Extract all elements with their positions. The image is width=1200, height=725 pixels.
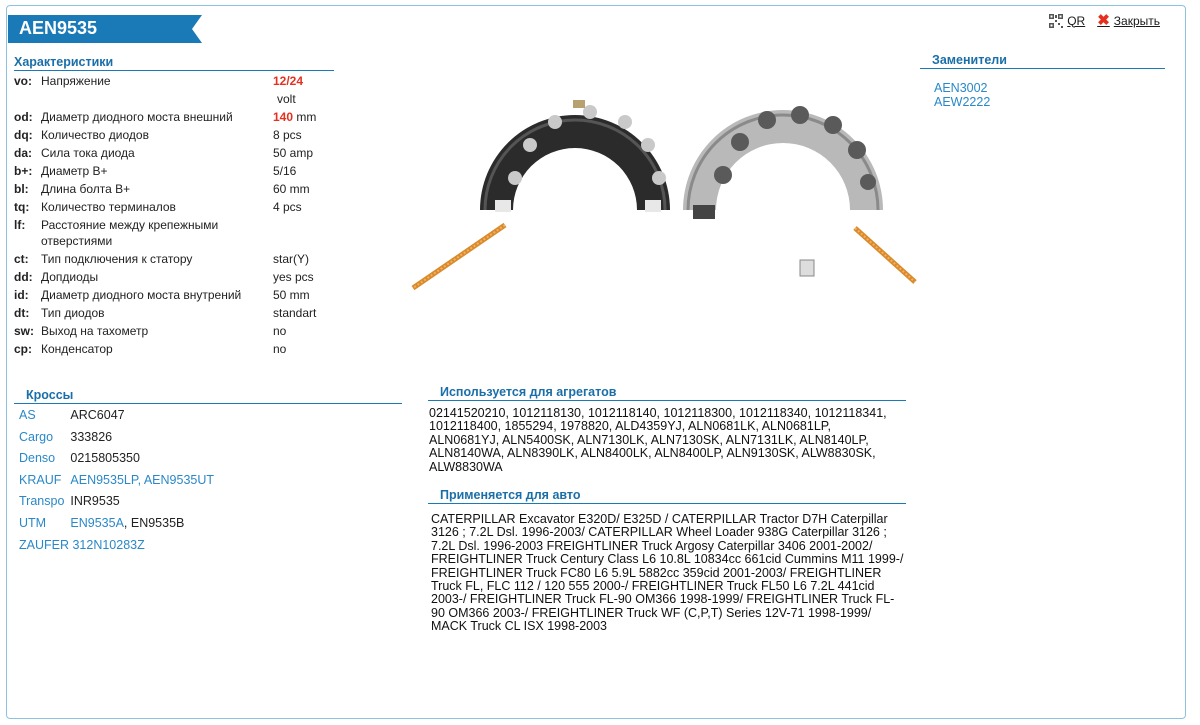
spec-row-bl	[14, 180, 334, 198]
cross-row	[19, 405, 214, 427]
spec-name: Расстояние между крепежными отверстиями	[41, 218, 219, 248]
spec-name: Напряжение	[41, 74, 111, 88]
spec-row-ct	[14, 250, 334, 268]
specs-heading: Характеристики	[14, 55, 334, 71]
spec-row-dt	[14, 304, 334, 322]
qr-link[interactable]	[1049, 13, 1085, 28]
spec-row-lf	[14, 216, 334, 250]
spec-name: Количество диодов	[41, 128, 149, 142]
spec-name: Допдиоды	[41, 270, 99, 284]
spec-value: standart	[273, 306, 317, 320]
spec-value: 8 pcs	[273, 128, 302, 142]
spec-value	[273, 108, 334, 126]
spec-name: Диаметр диодного моста внутрений	[41, 288, 242, 302]
specs-table	[14, 72, 334, 358]
spec-code: od:	[14, 110, 33, 124]
applied-text: CATERPILLAR Excavator E320D/ E325D / CATERPILLAR Tractor D7H Caterpillar 3126 ; 7.2L Dsl. 1996-2003/ CATERPILLAR Wheel Loader 938G Caterpillar 3126 ; 7.2L Dsl. 1996-2003 FREIGHTLINER Truck Argosy Caterpillar 3406 2001-2002/ FREIGHTLINER Truck Century Class L6 10.8L 10834cc 661cid Cummins M11 1999-/ FREIGHTLINER Truck FC80 L6 5.9L 5882cc 359cid 2001-2003/ FREIGHTLINER Truck FL, FLC 112 / 120 555 2000-/ FREIGHTLINER Truck FL50 L6 7.2L 441cid 2003-/ FREIGHTLINER Truck FL-90 OM366 1998-1999/ FREIGHTLINER Truck FL-90 OM366 2003-/ FREIGHTLINER Truck WF (C,P,T) Series 12V-71 1998-1999/ MACK Truck CL ISX 1998-2003	[431, 512, 904, 634]
qr-icon	[1049, 14, 1063, 28]
cross-row	[19, 491, 214, 513]
cross-brand-link[interactable]: ZAUFER 312N10283Z	[19, 537, 145, 552]
spec-value: 50 mm	[273, 288, 310, 302]
cross-brand-link[interactable]: UTM	[19, 515, 47, 530]
qr-label: QR	[1067, 13, 1086, 28]
top-actions	[1049, 13, 1160, 28]
spec-row-sw	[14, 322, 334, 340]
spec-value	[273, 216, 334, 250]
product-title: AEN9535	[19, 18, 98, 38]
spec-code: vo:	[14, 74, 32, 88]
rectifier-image-right	[683, 106, 915, 282]
spec-name: Конденсатор	[41, 342, 113, 356]
spec-name: Тип диодов	[41, 306, 105, 320]
cross-brand-link[interactable]: Cargo	[19, 429, 54, 444]
product-photo	[405, 60, 945, 300]
cross-row	[19, 535, 214, 557]
spec-name: Количество терминалов	[41, 200, 176, 214]
spec-row-tq	[14, 198, 334, 216]
spec-row-id	[14, 286, 334, 304]
spec-name: Тип подключения к статору	[41, 252, 193, 266]
spec-value: 60 mm	[273, 182, 310, 196]
spec-row-da	[14, 144, 334, 162]
substitute-link[interactable]: AEW2222	[934, 95, 991, 109]
spec-value: star(Y)	[273, 252, 309, 266]
spec-name: Длина болта B+	[41, 182, 131, 196]
spec-code: id:	[14, 288, 29, 302]
spec-code: b+:	[14, 164, 33, 178]
used-in-text: 02141520210, 1012118130, 1012118140, 1012118300, 1012118340, 1012118341, 1012118400, 1855294, 1978820, ALD4359YJ, ALN0681LK, ALN0681LP, ALN0681YJ, ALN5400SK, ALN7130LK, ALN7130SK, ALN7131LK, ALN8140LP, ALN8140WA, ALN8390LK, ALN8400LK, ALN8400LP, ALN9130SK, ALW8830SK, ALW8830WA	[429, 406, 887, 474]
cross-codes: 0215805350	[70, 451, 140, 466]
spec-value: 5/16	[273, 164, 297, 178]
spec-row-vo-unit	[14, 90, 334, 108]
spec-name: Сила тока диода	[41, 146, 135, 160]
spec-name: Выход на тахометр	[41, 324, 149, 338]
spec-code: dq:	[14, 128, 33, 142]
close-icon: ✖	[1097, 12, 1110, 29]
spec-code: dt:	[14, 306, 30, 320]
cross-codes: 333826	[70, 429, 113, 444]
spec-code: cp:	[14, 342, 32, 356]
cross-row	[19, 513, 214, 535]
spec-value	[273, 72, 334, 90]
spec-name: Диаметр B+	[41, 164, 108, 178]
spec-value: 50 amp	[273, 146, 314, 160]
spec-row-cp	[14, 340, 334, 358]
cross-row	[19, 427, 214, 449]
close-label: Закрыть	[1113, 13, 1160, 28]
product-title-ribbon	[8, 15, 192, 43]
spec-code: dd:	[14, 270, 33, 284]
spec-row-dq	[14, 126, 334, 144]
spec-code: da:	[14, 146, 32, 160]
spec-row-vo	[14, 72, 334, 90]
substitutes-heading: Заменители	[920, 53, 1165, 69]
applied-heading: Применяется для авто	[428, 488, 906, 504]
spec-code: tq:	[14, 200, 30, 214]
spec-row-bplus	[14, 162, 334, 180]
cross-brand-link[interactable]: AS	[19, 408, 36, 422]
spec-value: no	[273, 342, 287, 356]
cross-codes: ARC6047	[70, 408, 125, 422]
used-in-heading: Используется для агрегатов	[428, 385, 906, 401]
cross-codes: INR9535	[70, 494, 120, 509]
spec-code: sw:	[14, 324, 35, 338]
spec-code: lf:	[14, 218, 26, 232]
spec-value: 4 pcs	[273, 200, 302, 214]
substitutes-list	[934, 81, 990, 109]
crosses-table	[19, 405, 214, 556]
rectifier-image-left	[413, 100, 670, 288]
spec-value: no	[273, 324, 287, 338]
spec-row-od	[14, 108, 334, 126]
substitute-link[interactable]: AEN3002	[934, 81, 988, 95]
close-link[interactable]	[1097, 13, 1160, 28]
spec-value-highlight: 140	[273, 110, 294, 124]
cross-row	[19, 448, 214, 470]
spec-unit: mm	[296, 110, 317, 124]
spec-code: ct:	[14, 252, 29, 266]
spec-value-highlight: 12/24	[273, 74, 304, 88]
cross-code-link[interactable]: AEN9535LP, AEN9535UT	[70, 472, 215, 487]
crosses-heading: Кроссы	[14, 388, 402, 404]
spec-unit: volt	[277, 92, 296, 106]
spec-name: Диаметр диодного моста внешний	[41, 110, 233, 124]
cross-codes: , EN9535B	[123, 515, 185, 530]
spec-value: yes pcs	[273, 270, 314, 284]
cross-row	[19, 470, 214, 492]
spec-code: bl:	[14, 182, 29, 196]
cross-brand-link[interactable]: Transpo	[19, 494, 65, 509]
cross-brand-link[interactable]: KRAUF	[19, 472, 62, 487]
spec-row-dd	[14, 268, 334, 286]
cross-brand-link[interactable]: Denso	[19, 451, 56, 466]
cross-code-link[interactable]: EN9535A	[70, 515, 124, 530]
